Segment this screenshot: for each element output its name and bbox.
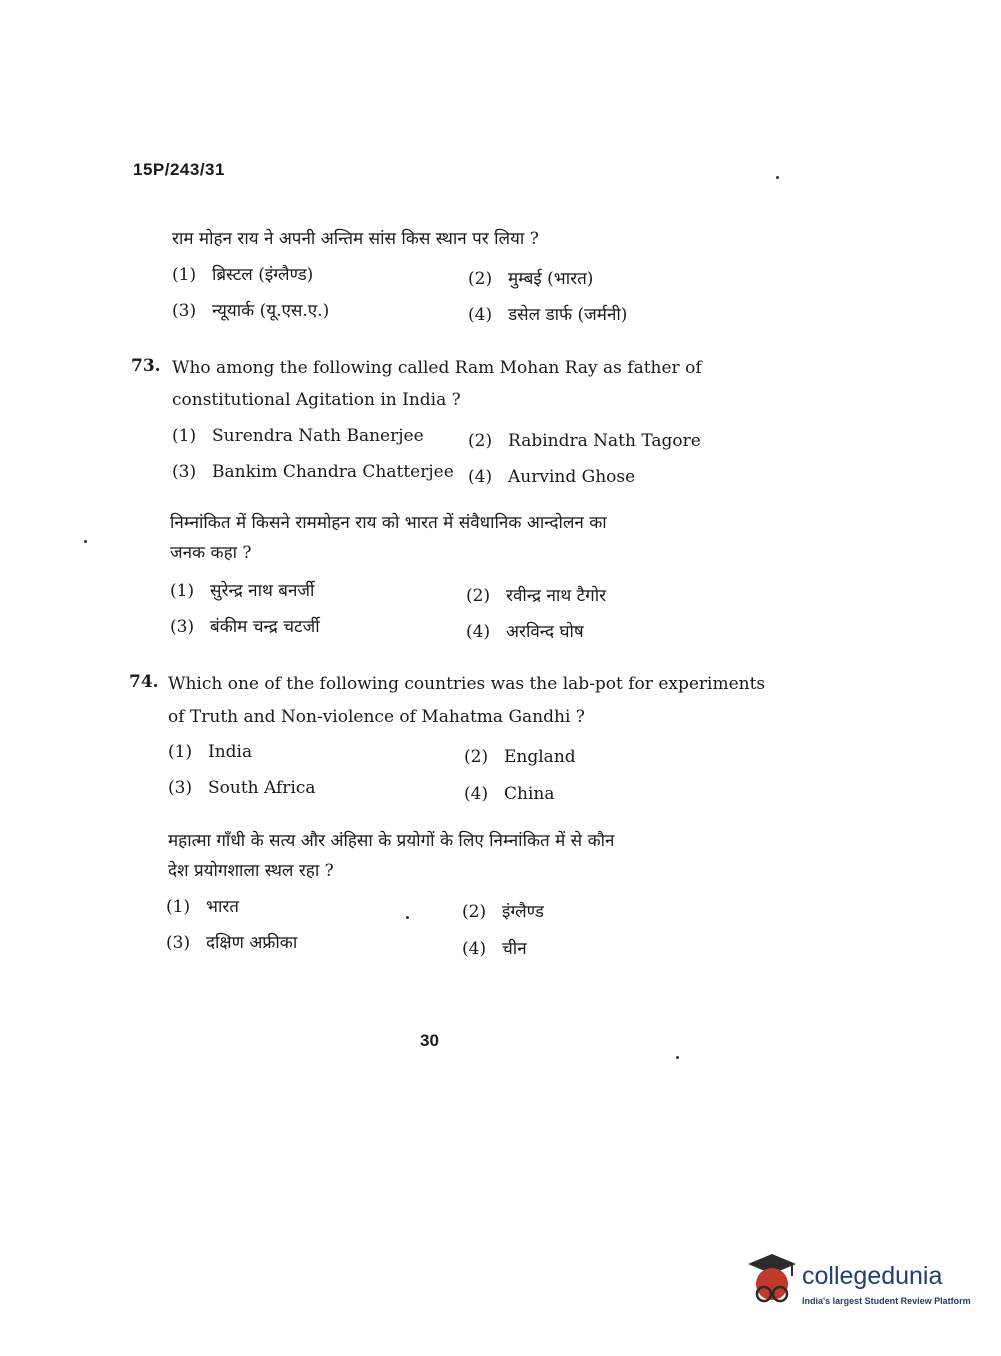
q73-option-1: (1) Surendra Nath Banerjee [172,426,424,446]
scan-speck [84,540,87,543]
q72-hindi-option-3: (3) न्यूयार्क (यू.एस.ए.) [172,301,330,321]
q73-number: 73. [131,356,161,376]
brand-name: collegedunia [802,1262,943,1290]
collegedunia-logo [742,1250,972,1312]
scan-speck [406,916,409,919]
q73-option-2: (2) Rabindra Nath Tagore [468,431,701,451]
q74-hindi-line1: महात्मा गाँधी के सत्य और अंहिसा के प्रयोगों के लिए निम्नांकित में से कौन [168,831,615,851]
q74-hindi-option-2: (2) इंग्लैण्ड [462,902,544,922]
q72-hindi-option-4: (4) डसेल डार्फ (जर्मनी) [468,305,628,325]
page-number: 30 [420,1031,439,1050]
q72-hindi-option-1: (1) ब्रिस्टल (इंग्लैण्ड) [172,265,314,285]
q74-option-3: (3) South Africa [168,778,316,798]
paper-code: 15P/243/31 [133,160,225,179]
q74-number: 74. [129,672,159,692]
q73-question-line2: constitutional Agitation in India ? [172,390,461,410]
q73-hindi-option-1: (1) सुरेन्द्र नाथ बनर्जी [170,581,315,601]
q74-hindi-option-1: (1) भारत [166,897,239,917]
q74-hindi-option-3: (3) दक्षिण अफ्रीका [166,933,298,953]
q72-hindi-question: राम मोहन राय ने अपनी अन्तिम सांस किस स्थान पर लिया ? [172,229,539,249]
q74-question-line1: Which one of the following countries was the lab-pot for experiments [168,674,766,694]
mascot-icon [742,1250,800,1312]
q74-hindi-line2: देश प्रयोगशाला स्थल रहा ? [168,861,334,881]
q73-hindi-option-3: (3) बंकीम चन्द्र चटर्जी [170,617,320,637]
q73-hindi-option-4: (4) अरविन्द घोष [466,622,584,642]
q73-option-4: (4) Aurvind Ghose [468,467,636,487]
q73-option-3: (3) Bankim Chandra Chatterjee [172,462,454,482]
q73-question-line1: Who among the following called Ram Mohan Ray as father of [172,358,702,378]
q74-option-4: (4) China [464,784,555,804]
q74-option-2: (2) England [464,747,576,767]
scan-speck [776,176,779,179]
brand-tagline: India's largest Student Review Platform [802,1296,971,1306]
q74-question-line2: of Truth and Non-violence of Mahatma Gandhi ? [168,707,585,727]
q73-hindi-line2: जनक कहा ? [170,543,252,563]
q73-hindi-line1: निम्नांकित में किसने राममोहन राय को भारत में संवैधानिक आन्दोलन का [170,513,607,533]
q72-hindi-option-2: (2) मुम्बई (भारत) [468,269,594,289]
q74-hindi-option-4: (4) चीन [462,939,527,959]
scan-speck [676,1056,679,1059]
q73-hindi-option-2: (2) रवीन्द्र नाथ टैगोर [466,586,607,606]
q74-option-1: (1) India [168,742,253,762]
